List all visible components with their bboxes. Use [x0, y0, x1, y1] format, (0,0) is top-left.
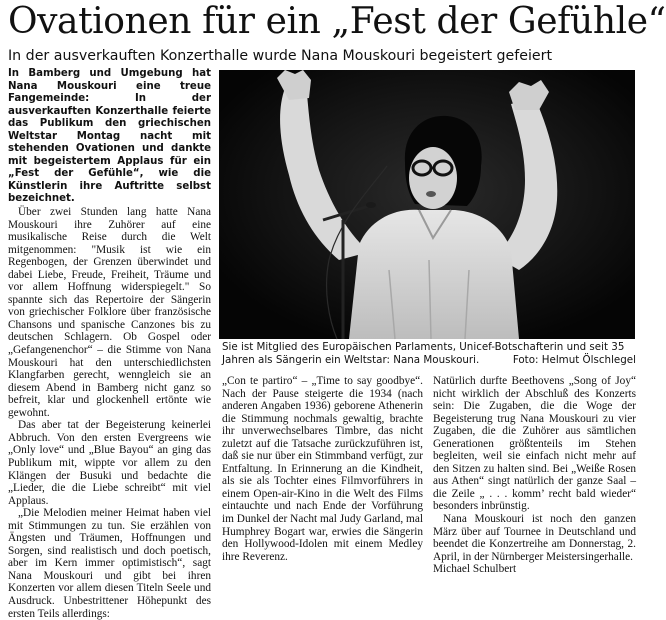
concert-photo [219, 70, 635, 339]
author-signature: Michael Schulbert [433, 563, 517, 576]
column-2 [222, 375, 423, 563]
paragraph: Das aber tat der Begeisterung keinerlei Abbruch. Von den ersten Evergreens wie „Only love“ und „Blue Bayou“ an ging das Publikum mit, wippte vor allem zu den Klängen der Busuki und bedachte die „Lieder, die die Liebe schreibt“ mit viel Applaus. [8, 419, 211, 507]
caption-line-2: Jahren als Sängerin ein Weltstar: Nana Mouskouri. [222, 353, 480, 366]
caption-line-1: Sie ist Mitglied des Europäischen Parlaments, Unicef-Botschafterin und seit 35 [222, 341, 625, 353]
headline: Ovationen für ein „Fest der Gefühle“ [8, 1, 666, 42]
photo-credit: Foto: Helmut Ölschlegel [512, 353, 636, 366]
paragraph: Über zwei Stunden lang hatte Nana Mouskouri ihre Zuhörer auf eine musikalische Reise durch die Welt mitgenommen: "Musik ist wie ein Regenbogen, der Grenzen überwindet und dabei Liebe, Freude, Freiheit, Träume und vor allem Hoffnung widerspiegelt." So spannte sich das Repertoire der Sängerin von griechischer Folklore über französische Chansons und spanische Canzones bis zu deutschen Schlagern. Ob Gospel oder „Gefangenenchor“ – die Stimme von Nana Mouskouri hat den unterschiedlichsten Klangfarben gerecht, wenngleich sie an diesem Abend in Bamberg nicht ganz so befreit, klar und glockenhell ertönte wie gewohnt. [8, 206, 211, 419]
photo-caption [222, 341, 636, 367]
singer-illustration [219, 70, 635, 339]
column-1 [8, 68, 211, 620]
caption-row-2 [222, 354, 636, 367]
subheadline: In der ausverkauften Konzerthalle wurde Nana Mouskouri begeistert gefeiert [8, 48, 553, 64]
paragraph: „Die Melodien meiner Heimat haben viel mit Stimmungen zu tun. Sie erzählen von Ängsten und Träumen, Hoffnungen und Sorgen, sind realistisch und doch poetisch, aber im Kern immer optimistisch“, sagt Nana Mouskouri und gibt bei ihren Konzerten vor allem diesen Titeln Seele und Ausdruck. Unbestrittener Höhepunkt des ersten Teils allerdings: [8, 507, 211, 620]
paragraph: „Con te partiro“ – „Time to say goodbye“. Nach der Pause steigerte die 1934 (nach anderen Angaben 1936) geborene Athenerin die Stimmung nochmals gewaltig, brachte ihr unverwechselbares Timbre, das nicht zuletzt auf die Tatsache zurückzuführen ist, daß sie nur über ein Stimmband verfügt, zur Entfaltung. In Erinnerung an die Kindheit, als sie als Tochter eines Filmvorführers in einem Open-air-Kino in die Welt des Films eintauchte und nach Ende der Vorführung im Dunkel der Nacht mal Judy Garland, mal Humphrey Bogart war, erwies die Sängerin den Hollywood-Idolen mit einem Medley ihre Reverenz. [222, 375, 423, 563]
paragraph: Nana Mouskouri ist noch den ganzen März über auf Tournee in Deutschland und beendet die Konzertreihe am Donnerstag, 2. April, in der Nürnberger Meistersingerhalle. [433, 513, 636, 563]
column-3 [433, 375, 636, 576]
paragraph: Natürlich durfte Beethovens „Song of Joy“ nicht wirklich der Abschluß des Konzerts sein: Die Zugaben, die die Woge der Begeisterung trug Nana Mouskouri zu vier Zugaben, die die Zuhörer aus sämtlichen Generationen größtenteils im Stehen begleiten, weil sie einfach nicht mehr auf den Sitzen zu halten sind. Bei „Weiße Rosen aus Athen“ singt natürlich der ganze Saal – die Zeile „ . . . komm’ recht bald wieder“ besonders inbrünstig. [433, 375, 636, 513]
lead-paragraph: In Bamberg und Umgebung hat Nana Mouskouri eine treue Fangemeinde: In der ausverkauften Konzerthalle feierte das Publikum den griechischen Weltstar Montag nacht mit stehenden Ovationen und dankte mit begeistertem Applaus für ein „Fest der Gefühle“, wie die Künstlerin ihre Auftritte selbst bezeichnet. [8, 68, 211, 205]
